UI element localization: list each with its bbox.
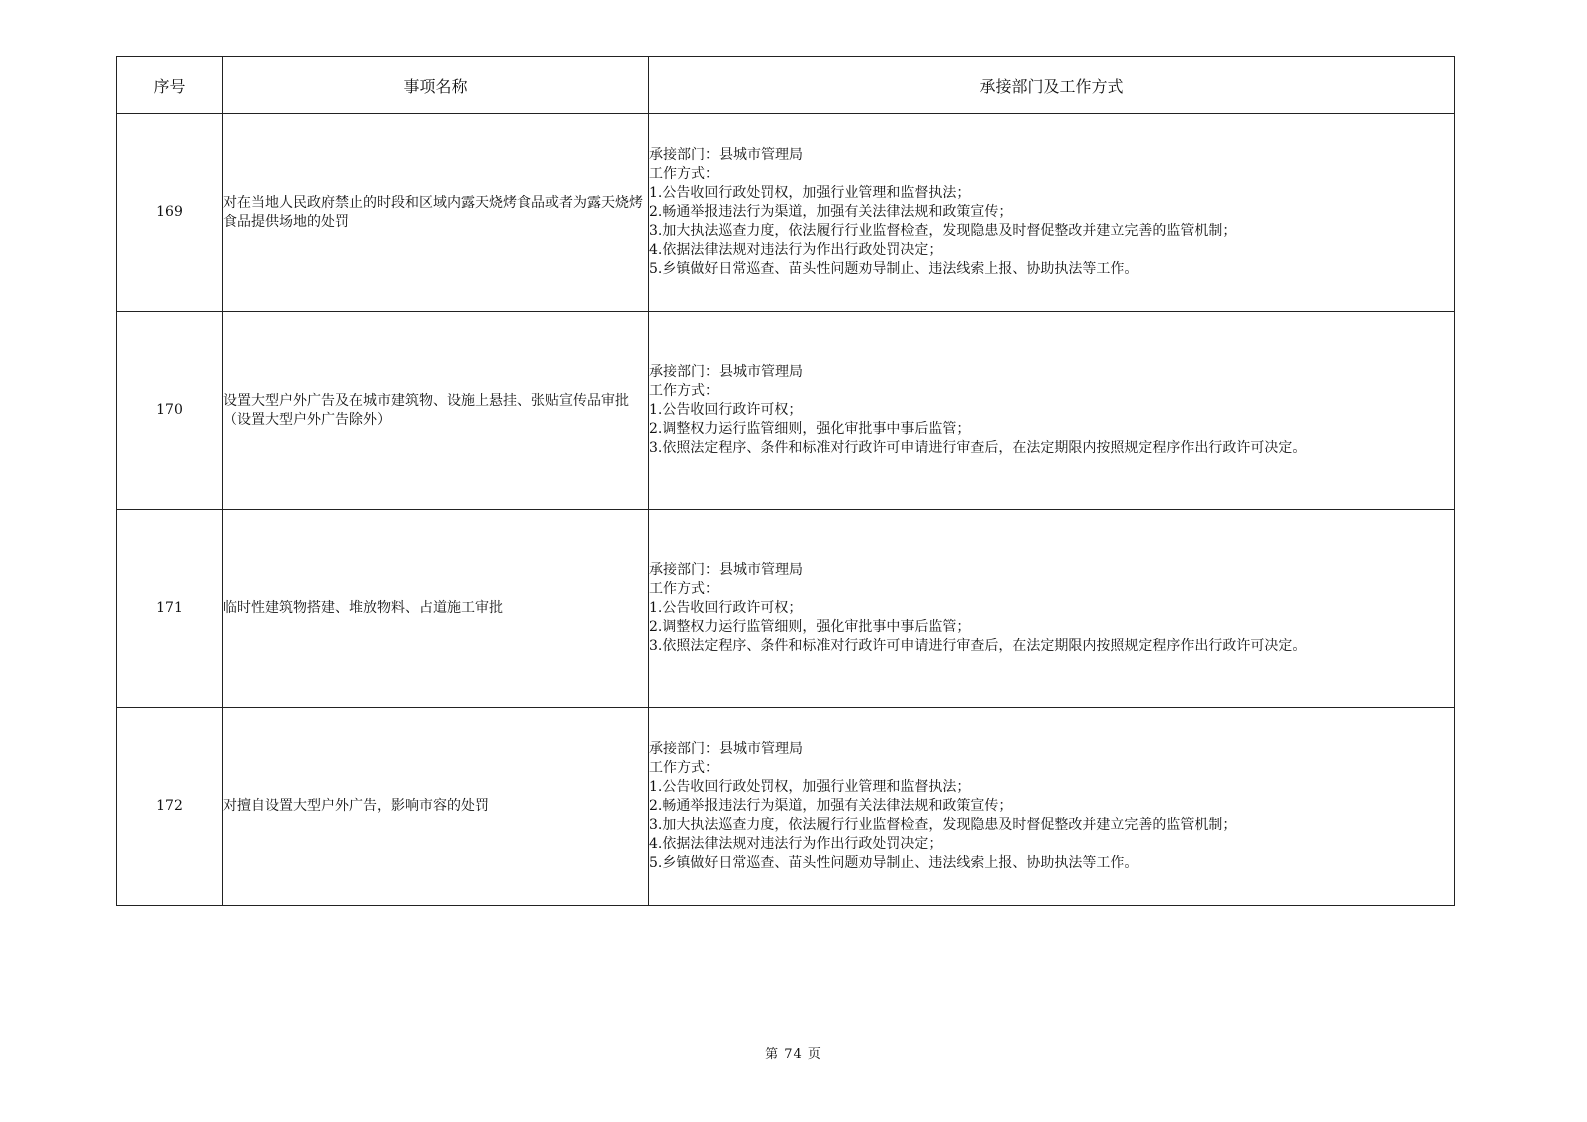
dept-line: 工作方式： xyxy=(649,166,719,182)
dept-line: 1.公告收回行政许可权； xyxy=(649,600,803,616)
dept-line: 3.依照法定程序、条件和标准对行政许可申请进行审查后，在法定期限内按照规定程序作出行政许可决定。 xyxy=(649,638,1307,654)
dept-line: 工作方式： xyxy=(649,383,719,399)
header-dept: 承接部门及工作方式 xyxy=(649,57,1455,114)
row-name: 对擅自设置大型户外广告，影响市容的处罚 xyxy=(223,708,649,906)
row-seq: 170 xyxy=(117,312,223,510)
dept-line: 承接部门：县城市管理局 xyxy=(649,562,803,578)
header-name: 事项名称 xyxy=(223,57,649,114)
row-dept xyxy=(649,114,1455,312)
dept-line: 承接部门：县城市管理局 xyxy=(649,741,803,757)
dept-line: 承接部门：县城市管理局 xyxy=(649,147,803,163)
dept-line: 5.乡镇做好日常巡查、苗头性问题劝导制止、违法线索上报、协助执法等工作。 xyxy=(649,261,1139,277)
dept-line: 1.公告收回行政许可权； xyxy=(649,402,803,418)
row-dept xyxy=(649,510,1455,708)
dept-line: 2.调整权力运行监管细则，强化审批事中事后监管； xyxy=(649,421,971,437)
row-seq: 169 xyxy=(117,114,223,312)
dept-line: 2.畅通举报违法行为渠道，加强有关法律法规和政策宣传； xyxy=(649,798,1013,814)
dept-line: 4.依据法律法规对违法行为作出行政处罚决定； xyxy=(649,836,943,852)
dept-line: 承接部门：县城市管理局 xyxy=(649,364,803,380)
dept-line: 3.依照法定程序、条件和标准对行政许可申请进行审查后，在法定期限内按照规定程序作出行政许可决定。 xyxy=(649,440,1307,456)
dept-line: 1.公告收回行政处罚权，加强行业管理和监督执法； xyxy=(649,779,971,795)
table-row xyxy=(117,114,1455,312)
dept-line: 5.乡镇做好日常巡查、苗头性问题劝导制止、违法线索上报、协助执法等工作。 xyxy=(649,855,1139,871)
header-seq: 序号 xyxy=(117,57,223,114)
items-table xyxy=(116,56,1455,906)
page-number: 第 74 页 xyxy=(765,1047,822,1062)
row-seq: 172 xyxy=(117,708,223,906)
dept-line: 工作方式： xyxy=(649,760,719,776)
dept-line: 2.调整权力运行监管细则，强化审批事中事后监管； xyxy=(649,619,971,635)
dept-line: 1.公告收回行政处罚权，加强行业管理和监督执法； xyxy=(649,185,971,201)
row-dept xyxy=(649,312,1455,510)
dept-line: 3.加大执法巡查力度，依法履行行业监督检查，发现隐患及时督促整改并建立完善的监管机制； xyxy=(649,817,1237,833)
table-row xyxy=(117,510,1455,708)
row-dept xyxy=(649,708,1455,906)
row-name: 对在当地人民政府禁止的时段和区域内露天烧烤食品或者为露天烧烤食品提供场地的处罚 xyxy=(223,114,649,312)
row-seq: 171 xyxy=(117,510,223,708)
table-row xyxy=(117,312,1455,510)
dept-line: 2.畅通举报违法行为渠道，加强有关法律法规和政策宣传； xyxy=(649,204,1013,220)
dept-line: 工作方式： xyxy=(649,581,719,597)
row-name: 设置大型户外广告及在城市建筑物、设施上悬挂、张贴宣传品审批（设置大型户外广告除外） xyxy=(223,312,649,510)
table-row xyxy=(117,708,1455,906)
row-name: 临时性建筑物搭建、堆放物料、占道施工审批 xyxy=(223,510,649,708)
dept-line: 4.依据法律法规对违法行为作出行政处罚决定； xyxy=(649,242,943,258)
header-row xyxy=(117,57,1455,114)
dept-line: 3.加大执法巡查力度，依法履行行业监督检查，发现隐患及时督促整改并建立完善的监管机制； xyxy=(649,223,1237,239)
